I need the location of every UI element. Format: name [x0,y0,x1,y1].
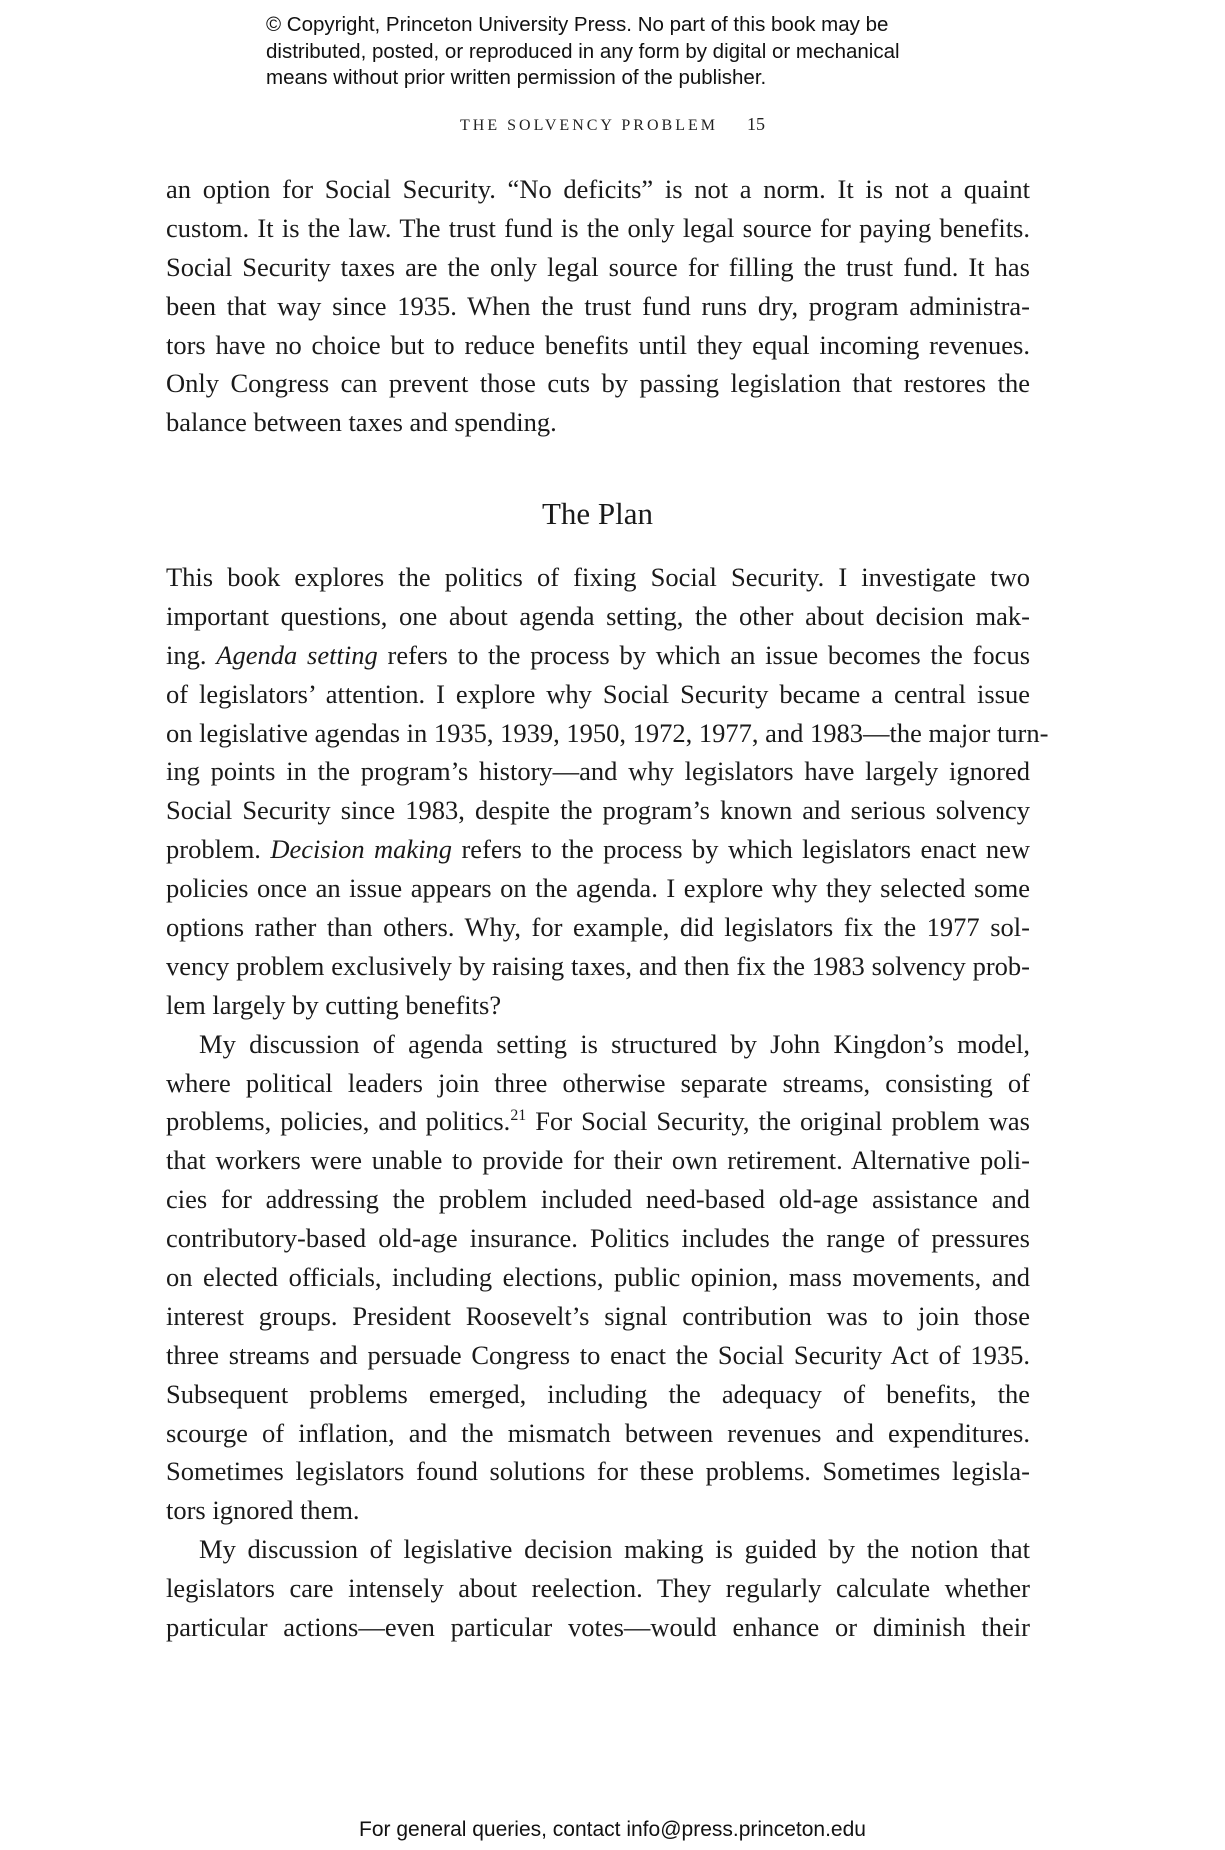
text-run: problem. [166,834,271,865]
text-run: refers to the process by which legislators enact new [452,834,1031,865]
text-line: on legislative agendas in 1935, 1939, 1950, 1972, 1977, and 1983—the major turn- [166,717,1049,748]
text-line: three streams and persuade Congress to enact the Social Security Act of 1935. [166,1339,1030,1370]
running-head [0,114,1225,135]
text-line: My discussion of legislative decision making is guided by the notion that [199,1534,1030,1565]
text-line [166,636,1030,675]
copyright-line: distributed, posted, or reproduced in any form by digital or mechanical [266,39,900,63]
text-run: ing. [166,639,217,670]
text-line: tors ignored them. [166,1495,360,1526]
text-line: policies once an issue appears on the agenda. I explore why they selected some [166,873,1030,904]
text-line: Subsequent problems emerged, including the adequacy of benefits, the [166,1378,1030,1409]
copyright-line: © Copyright, Princeton University Press. No part of this book may be [266,13,889,36]
text-line: interest groups. President Roosevelt’s signal contribution was to join those [166,1300,1030,1331]
term-decision-making: Decision making [270,834,453,865]
text-line [166,1102,1030,1141]
text-line: Only Congress can prevent those cuts by passing legislation that restores the [166,368,1030,399]
text-line: Social Security taxes are the only legal source for filling the trust fund. It has [166,251,1030,282]
text-line: legislators care intensely about reelection. They regularly calculate whether [166,1573,1030,1604]
text-line: particular actions—even particular votes—would enhance or diminish their [166,1612,1030,1643]
text-line: This book explores the politics of fixing Social Security. I investigate two [166,562,1030,592]
text-line: Social Security since 1983, despite the program’s known and serious solvency [166,795,1030,826]
text-line: scourge of inflation, and the mismatch between revenues and expenditures. [166,1417,1030,1448]
text-line: vency problem exclusively by raising taxes, and then fix the 1983 solvency prob- [166,950,1030,981]
text-line: an option for Social Security. “No deficits” is not a norm. It is not a quaint [166,174,1030,204]
text-line: custom. It is the law. The trust fund is the only legal source for paying benefits. [166,212,1030,243]
paragraph-intro-continuation [166,170,1030,442]
footer-contact: For general queries, contact info@press.princeton.edu [359,1818,866,1841]
section-heading: The Plan [541,496,654,531]
text-line: Sometimes legislators found solutions for these problems. Sometimes legisla- [166,1456,1030,1487]
footnote-reference: 21 [510,1107,527,1125]
text-run: problems, policies, and politics. [166,1106,511,1137]
text-line [166,830,1030,869]
text-line: that workers were unable to provide for their own retirement. Alternative poli- [166,1145,1030,1176]
running-head-title: THE SOLVENCY PROBLEM [460,117,718,134]
text-line: tors have no choice but to reduce benefits until they equal incoming revenues. [166,329,1030,360]
text-line: important questions, one about agenda setting, the other about decision mak- [166,600,1030,631]
text-line: been that way since 1935. When the trust fund runs dry, program administra- [166,290,1030,321]
term-agenda-setting: Agenda setting [216,639,378,670]
text-line: contributory-based old-age insurance. Politics includes the range of pressures [166,1223,1030,1254]
text-line: My discussion of agenda setting is structured by John Kingdon’s model, [199,1028,1030,1059]
text-line: lem largely by cutting benefits? [166,989,502,1020]
section-body [166,558,1049,1647]
text-line: balance between taxes and spending. [166,407,557,438]
text-line: ing points in the program’s history—and why legislators have largely ignored [166,756,1030,787]
text-line: options rather than others. Why, for example, did legislators fix the 1977 sol- [166,912,1030,943]
copyright-line: means without prior written permission of the publisher. [266,66,767,89]
text-line: cies for addressing the problem included need-based old-age assistance and [166,1184,1030,1215]
page-number: 15 [746,114,765,134]
text-line: on elected officials, including elections, public opinion, mass movements, and [166,1262,1030,1293]
text-run: refers to the process by which an issue becomes the focus [377,639,1031,670]
copyright-notice [266,12,1006,92]
text-line: where political leaders join three otherwise separate streams, consisting of [166,1067,1030,1098]
text-line: of legislators’ attention. I explore why Social Security became a central issue [166,678,1030,709]
text-run: For Social Security, the original problem was [526,1106,1030,1137]
